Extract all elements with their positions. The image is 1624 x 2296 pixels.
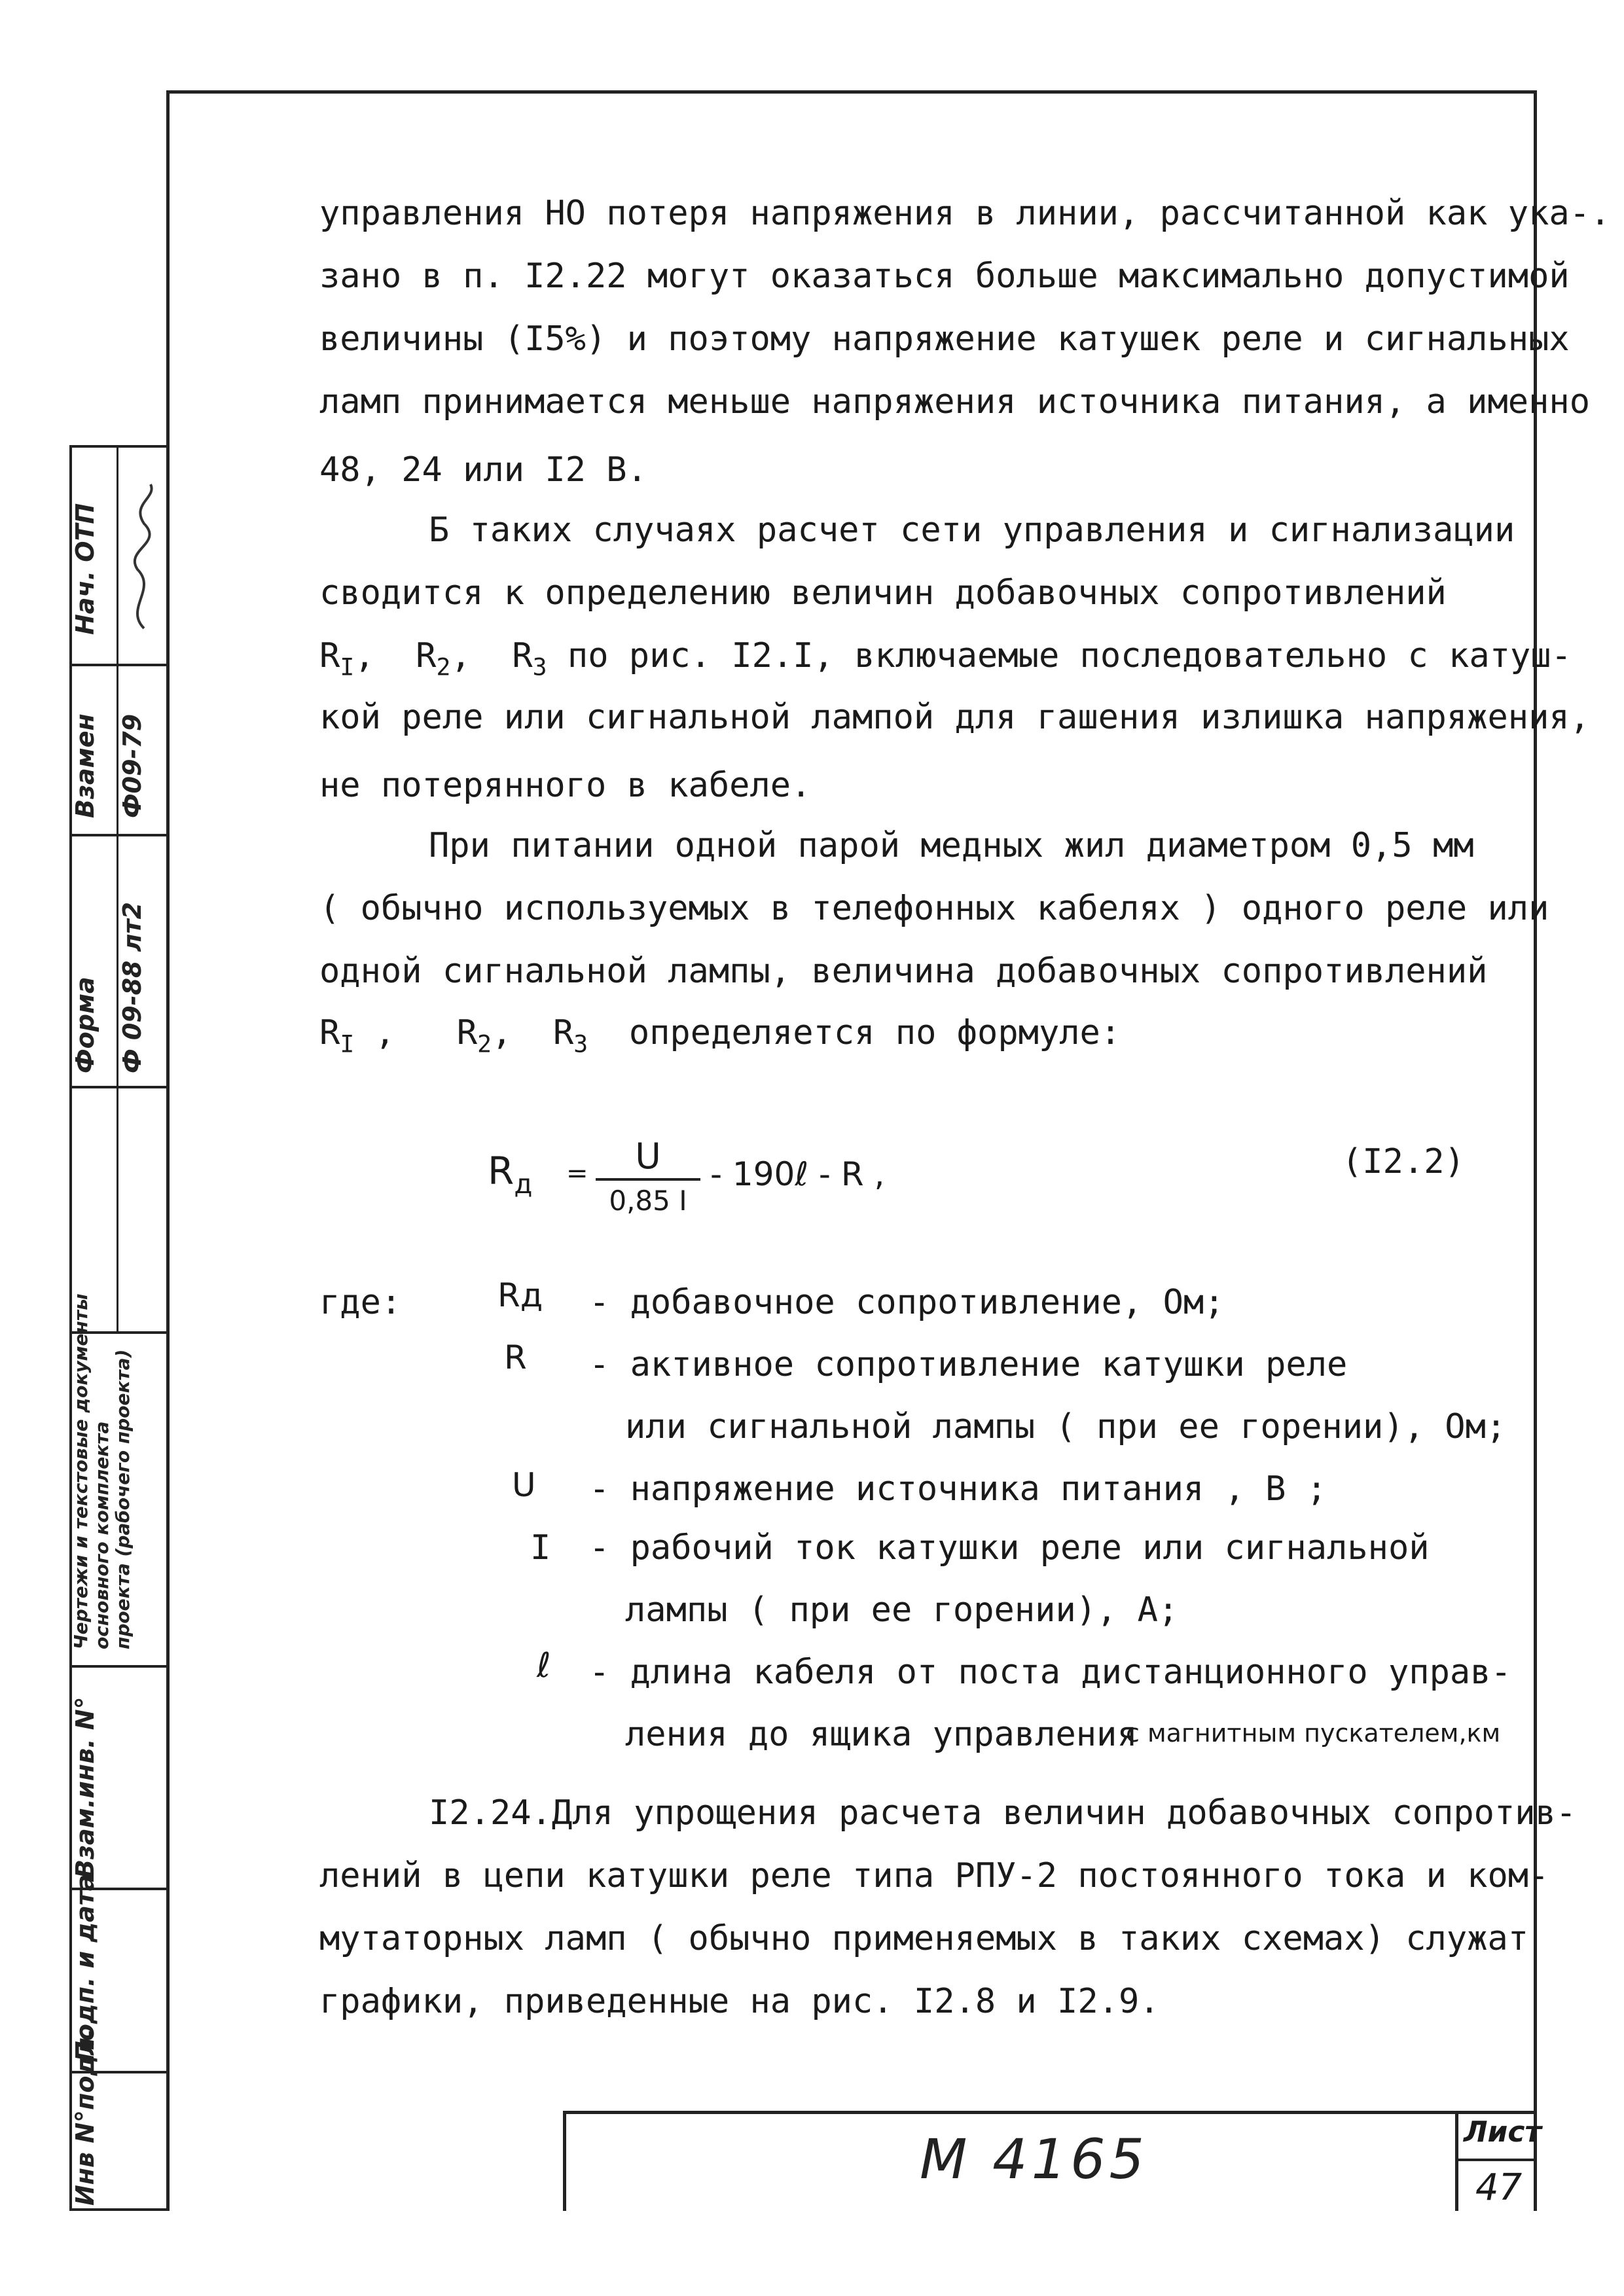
fraction-bar	[596, 1178, 700, 1181]
where-label: где:	[319, 1283, 402, 1322]
sheet-label: Лист	[1464, 2115, 1542, 2149]
para-line: Б таких случаях расчет сети управления и сигнализации	[429, 511, 1515, 550]
stamp-sign-date: Подп. и дата	[71, 1874, 99, 2062]
section-line: мутаторных ламп ( обычно применяемых в таких схемах) служат	[319, 1919, 1529, 1958]
sheet-number: 47	[1475, 2166, 1523, 2209]
formula-denominator: 0,85 I	[609, 1185, 687, 1217]
def-symbol: U	[512, 1466, 536, 1504]
stamp-replaces-value: Ф09-79	[118, 713, 147, 818]
para-line: одной сигнальной лампы, величина добавочных сопротивлений	[319, 952, 1488, 991]
para-line: не потерянного в кабеле.	[319, 766, 812, 805]
title-block	[563, 2111, 1542, 2211]
stamp-head-otp: Нач. ОТП	[71, 503, 99, 635]
para-line: При питании одной парой медных жил диаметром 0,5 мм	[429, 826, 1474, 865]
section-line: графики, приведенные на рис. I2.8 и I2.9.	[319, 1982, 1160, 2021]
def-symbol: I	[530, 1528, 551, 1568]
para-line: ( обычно используемых в телефонных кабелях ) одного реле или	[319, 889, 1549, 928]
formula-numerator: U	[635, 1136, 661, 1177]
def-symbol: ℓ	[537, 1646, 551, 1685]
stamp-form-value: Ф 09-88 лт2	[118, 902, 147, 1073]
stamp-form-label: Форма	[71, 977, 99, 1073]
section-line: лений в цепи катушки реле типа РПУ-2 постоянного тока и ком-	[319, 1856, 1549, 1895]
para-line: ламп принимается меньше напряжения источника питания, а именно	[319, 382, 1591, 422]
para-line: сводится к определению величин добавочных сопротивлений	[319, 573, 1447, 613]
def-symbol: R	[504, 1338, 527, 1376]
r1-symbol: $R_I$	[319, 636, 355, 681]
stamp-replaces-label: Взамен	[71, 713, 99, 818]
stamp-replace-inv: Взам.инв. N°	[71, 1696, 99, 1878]
def-text: - напряжение источника питания , В ;	[589, 1469, 1327, 1509]
r-symbols-line-2: $R_I$ , $R_2$, $R_3$ определяется по формуле:	[319, 1013, 1121, 1058]
def-text: или сигнальной лампы ( при ее горении), Ом;	[625, 1407, 1507, 1446]
para-line: управления НО потеря напряжения в линии, рассчитанной как ука-.	[319, 194, 1611, 233]
r1-symbol: $R_I$	[319, 1013, 355, 1058]
stamp-drawings: Чертежи и текстовые документы основного комплекта проекта (рабочего проекта)	[70, 1293, 134, 1649]
para-line: по рис. I2.I, включаемые последовательно с катуш-	[567, 636, 1572, 675]
section-line: I2.24.Для упрощения расчета величин добавочных сопротив-	[429, 1793, 1577, 1833]
r2-symbol: $R_2$	[456, 1013, 492, 1058]
def-text: - добавочное сопротивление, Ом;	[589, 1283, 1225, 1322]
doc-number: М 4165	[920, 2127, 1148, 2191]
formula-equals: =	[566, 1158, 588, 1189]
def-text: - активное сопротивление катушки реле	[589, 1345, 1348, 1384]
def-text-handwritten: с магнитным пускателем,км	[1126, 1719, 1501, 1748]
formula-rest: - 190ℓ - R ,	[710, 1155, 885, 1193]
stamp-inv-no: Инв N°подл.	[71, 2028, 99, 2206]
para-line: кой реле или сигнальной лампой для гашения излишка напряжения,	[319, 698, 1591, 737]
def-symbol: Rд	[497, 1276, 543, 1314]
formula-lhs: $R_д$	[488, 1149, 533, 1200]
r3-symbol: $R_3$	[552, 1013, 588, 1058]
def-text: лампы ( при ее горении), А;	[625, 1590, 1179, 1630]
sheet-cell	[1455, 2114, 1542, 2211]
def-text: - длина кабеля от поста дистанционного управ-	[589, 1653, 1511, 1692]
def-text: - рабочий ток катушки реле или сигнальной	[589, 1528, 1430, 1568]
para-line: зано в п. I2.22 могут оказаться больше максимально допустимой	[319, 257, 1570, 296]
r-symbols-line: $R_I$, $R_2$, $R_3$ по рис. I2.I, включаемые последовательно с катуш-	[319, 636, 1572, 681]
para-line: определяется по формуле:	[628, 1013, 1121, 1052]
para-line: величины (I5%) и поэтому напряжение катушек реле и сигнальных	[319, 319, 1570, 359]
def-text: ления до ящика управления	[625, 1715, 1138, 1754]
r2-symbol: $R_2$	[416, 636, 451, 681]
r3-symbol: $R_3$	[512, 636, 547, 681]
signature	[118, 478, 170, 635]
formula-number: (I2.2)	[1342, 1142, 1465, 1181]
para-line: 48, 24 или I2 В.	[319, 450, 647, 490]
